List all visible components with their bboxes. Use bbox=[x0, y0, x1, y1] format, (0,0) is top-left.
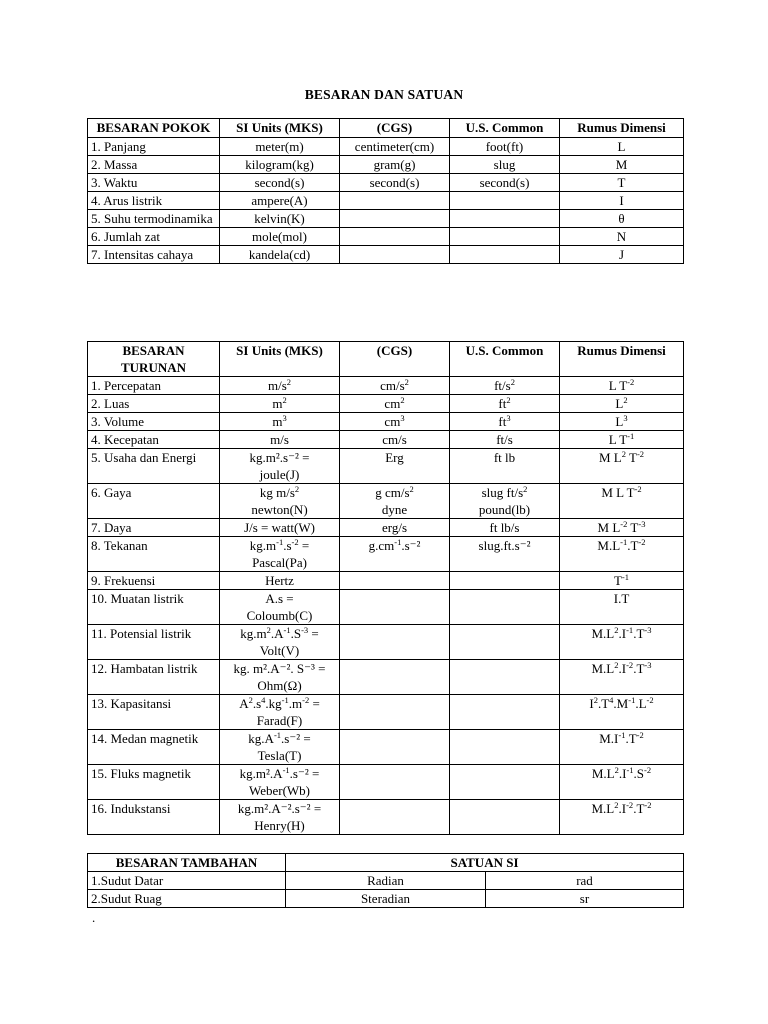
table-cell: 13. Kapasitansi bbox=[88, 695, 220, 730]
table-cell: M bbox=[560, 156, 684, 174]
table-row bbox=[88, 765, 684, 800]
table-cell: M $L^{-2}$ $T^{-3}$ bbox=[560, 519, 684, 537]
table-cell bbox=[340, 765, 450, 800]
table-cell: $m/s^2$ bbox=[220, 377, 340, 395]
table-cell bbox=[450, 660, 560, 695]
table-cell: J/s = watt(W) bbox=[220, 519, 340, 537]
table-row bbox=[88, 695, 684, 730]
table-cell: Radian bbox=[286, 872, 486, 890]
table-cell: $ft^2$ bbox=[450, 395, 560, 413]
table-cell: M $L^2$ $T^{-2}$ bbox=[560, 449, 684, 484]
table-cell: $cm/s^2$ bbox=[340, 377, 450, 395]
table-cell: I.T bbox=[560, 590, 684, 625]
column-header: BESARAN POKOK bbox=[88, 119, 220, 138]
table-cell: M L $T^{-2}$ bbox=[560, 484, 684, 519]
table-cell: 8. Tekanan bbox=[88, 537, 220, 572]
besaran-turunan-table bbox=[87, 341, 684, 835]
table-cell: L $T^{-1}$ bbox=[560, 431, 684, 449]
table-cell: 9. Frekuensi bbox=[88, 572, 220, 590]
table-cell: second(s) bbox=[340, 174, 450, 192]
table-cell: $M.L^2.I^{-2}.T^{-3}$ bbox=[560, 660, 684, 695]
table-row bbox=[88, 572, 684, 590]
table-cell bbox=[450, 210, 560, 228]
table-cell: I bbox=[560, 192, 684, 210]
table-cell: sr bbox=[486, 890, 684, 908]
table-cell: $I^2.T^4.M^{-1}.L^{-2}$ bbox=[560, 695, 684, 730]
table-cell: gram(g) bbox=[340, 156, 450, 174]
table-cell: 3. Waktu bbox=[88, 174, 220, 192]
table-cell: $ft/s^2$ bbox=[450, 377, 560, 395]
table-cell: $L^2$ bbox=[560, 395, 684, 413]
table-cell bbox=[450, 246, 560, 264]
table-row bbox=[88, 246, 684, 264]
table-cell bbox=[450, 192, 560, 210]
table-cell: T bbox=[560, 174, 684, 192]
table-cell: $A^2.s^4.kg^{-1}.m^{-2}$ = Farad(F) bbox=[220, 695, 340, 730]
table-cell bbox=[450, 590, 560, 625]
column-header: (CGS) bbox=[340, 342, 450, 377]
table-cell: L $T^{-2}$ bbox=[560, 377, 684, 395]
table-header-row bbox=[88, 119, 684, 138]
column-header: (CGS) bbox=[340, 119, 450, 138]
table-cell: 1. Panjang bbox=[88, 138, 220, 156]
table-cell: kg. m².A⁻². S⁻³ = Ohm(Ω) bbox=[220, 660, 340, 695]
table-row bbox=[88, 228, 684, 246]
table-cell: $L^3$ bbox=[560, 413, 684, 431]
table-cell: 14. Medan magnetik bbox=[88, 730, 220, 765]
column-header: U.S. Common bbox=[450, 119, 560, 138]
table-cell bbox=[450, 765, 560, 800]
table-row bbox=[88, 174, 684, 192]
table-cell: second(s) bbox=[220, 174, 340, 192]
table-cell: 2. Massa bbox=[88, 156, 220, 174]
table-row bbox=[88, 413, 684, 431]
table-cell: $M.L^2.I^{-1}.S^{-2}$ bbox=[560, 765, 684, 800]
table-row bbox=[88, 192, 684, 210]
table-row bbox=[88, 590, 684, 625]
table-cell: slug $ft/s^2$ pound(lb) bbox=[450, 484, 560, 519]
table-row bbox=[88, 377, 684, 395]
table-cell: $kg.m^2.A^{-1}.S^{-3}$ = Volt(V) bbox=[220, 625, 340, 660]
table-cell: N bbox=[560, 228, 684, 246]
column-header: SATUAN SI bbox=[286, 854, 684, 872]
table-cell bbox=[340, 210, 450, 228]
table-row bbox=[88, 519, 684, 537]
trailing-mark: . bbox=[92, 910, 96, 925]
column-header: Rumus Dimensi bbox=[560, 342, 684, 377]
table-cell: slug.ft.s⁻² bbox=[450, 537, 560, 572]
table-cell bbox=[450, 695, 560, 730]
table-cell: $kg.A^{-1}.s^{-2}$ = Tesla(T) bbox=[220, 730, 340, 765]
table-cell bbox=[340, 625, 450, 660]
table-row bbox=[88, 138, 684, 156]
table-cell: 12. Hambatan listrik bbox=[88, 660, 220, 695]
table-cell: meter(m) bbox=[220, 138, 340, 156]
column-header: Rumus Dimensi bbox=[560, 119, 684, 138]
table-cell: A.s = Coloumb(C) bbox=[220, 590, 340, 625]
column-header: SI Units (MKS) bbox=[220, 119, 340, 138]
table-cell bbox=[340, 660, 450, 695]
table-cell: 10. Muatan listrik bbox=[88, 590, 220, 625]
table-cell: second(s) bbox=[450, 174, 560, 192]
table-cell: 5. Usaha dan Energi bbox=[88, 449, 220, 484]
table-cell: $kg.m^2.A^{-1}.s^{-2}$ = Weber(Wb) bbox=[220, 765, 340, 800]
table-cell bbox=[340, 590, 450, 625]
table-cell: 5. Suhu termodinamika bbox=[88, 210, 220, 228]
table-cell bbox=[340, 572, 450, 590]
table-cell bbox=[450, 730, 560, 765]
table-cell: g $cm/s^2$ dyne bbox=[340, 484, 450, 519]
table-cell: Hertz bbox=[220, 572, 340, 590]
table-cell: rad bbox=[486, 872, 684, 890]
besaran-tambahan-table bbox=[87, 853, 684, 908]
table-header-row bbox=[88, 342, 684, 377]
table-cell: 1. Percepatan bbox=[88, 377, 220, 395]
table-cell: $cm^3$ bbox=[340, 413, 450, 431]
table-row bbox=[88, 537, 684, 572]
column-header: BESARAN TAMBAHAN bbox=[88, 854, 286, 872]
table-cell: θ bbox=[560, 210, 684, 228]
table-cell bbox=[450, 800, 560, 835]
table-row bbox=[88, 872, 684, 890]
table-cell: $M.I^{-1}.T^{-2}$ bbox=[560, 730, 684, 765]
table-cell: ft lb bbox=[450, 449, 560, 484]
table-cell bbox=[450, 228, 560, 246]
table-row bbox=[88, 449, 684, 484]
table-row bbox=[88, 484, 684, 519]
table-cell: ft/s bbox=[450, 431, 560, 449]
table-cell: $m^3$ bbox=[220, 413, 340, 431]
table-row bbox=[88, 156, 684, 174]
table-cell: foot(ft) bbox=[450, 138, 560, 156]
table-row bbox=[88, 730, 684, 765]
table-cell bbox=[450, 625, 560, 660]
page-title: BESARAN DAN SATUAN bbox=[304, 87, 464, 102]
table-cell: $M.L^2.I^{-2}.T^{-2}$ bbox=[560, 800, 684, 835]
table-row bbox=[88, 890, 684, 908]
table-cell: kg $m/s^2$ newton(N) bbox=[220, 484, 340, 519]
table-cell: 16. Indukstansi bbox=[88, 800, 220, 835]
table-cell: $ft^3$ bbox=[450, 413, 560, 431]
table-row bbox=[88, 800, 684, 835]
table-cell bbox=[340, 246, 450, 264]
table-cell: 2.Sudut Ruag bbox=[88, 890, 286, 908]
table-header-row bbox=[88, 854, 684, 872]
table-cell: 7. Daya bbox=[88, 519, 220, 537]
table-cell: $M.L^{-1}.T^{-2}$ bbox=[560, 537, 684, 572]
table-row bbox=[88, 210, 684, 228]
table-row bbox=[88, 660, 684, 695]
table-cell: 7. Intensitas cahaya bbox=[88, 246, 220, 264]
column-header: SI Units (MKS) bbox=[220, 342, 340, 377]
table-row bbox=[88, 431, 684, 449]
table-cell: 2. Luas bbox=[88, 395, 220, 413]
table-row bbox=[88, 395, 684, 413]
table-cell: 6. Jumlah zat bbox=[88, 228, 220, 246]
table-cell: mole(mol) bbox=[220, 228, 340, 246]
table-cell: $kg.m^{-1}.s^{-2}$ = Pascal(Pa) bbox=[220, 537, 340, 572]
table-cell bbox=[340, 192, 450, 210]
table-cell: kg.m².s⁻² = joule(J) bbox=[220, 449, 340, 484]
table-cell: 1.Sudut Datar bbox=[88, 872, 286, 890]
table-cell: ft lb/s bbox=[450, 519, 560, 537]
column-header: U.S. Common bbox=[450, 342, 560, 377]
table-cell bbox=[340, 730, 450, 765]
table-cell: centimeter(cm) bbox=[340, 138, 450, 156]
table-cell: $g.cm^{-1}.s^{-2}$ bbox=[340, 537, 450, 572]
table-cell bbox=[450, 572, 560, 590]
table-cell: m/s bbox=[220, 431, 340, 449]
table-cell: 15. Fluks magnetik bbox=[88, 765, 220, 800]
besaran-pokok-table bbox=[87, 118, 684, 264]
table-cell: kilogram(kg) bbox=[220, 156, 340, 174]
table-cell bbox=[340, 800, 450, 835]
table-cell: 3. Volume bbox=[88, 413, 220, 431]
table-cell: kelvin(K) bbox=[220, 210, 340, 228]
table-cell: kg.m².A⁻².s⁻² = Henry(H) bbox=[220, 800, 340, 835]
table-cell: 4. Arus listrik bbox=[88, 192, 220, 210]
table-cell: $m^2$ bbox=[220, 395, 340, 413]
table-cell: cm/s bbox=[340, 431, 450, 449]
table-cell bbox=[340, 228, 450, 246]
table-cell: L bbox=[560, 138, 684, 156]
table-cell: J bbox=[560, 246, 684, 264]
table-cell: ampere(A) bbox=[220, 192, 340, 210]
table-cell: 11. Potensial listrik bbox=[88, 625, 220, 660]
table-cell: Steradian bbox=[286, 890, 486, 908]
table-cell: $M.L^2.I^{-1}.T^{-3}$ bbox=[560, 625, 684, 660]
table-cell bbox=[340, 695, 450, 730]
table-cell: 6. Gaya bbox=[88, 484, 220, 519]
table-cell: Erg bbox=[340, 449, 450, 484]
table-cell: erg/s bbox=[340, 519, 450, 537]
table-row bbox=[88, 625, 684, 660]
table-cell: slug bbox=[450, 156, 560, 174]
column-header: BESARAN TURUNAN bbox=[88, 342, 220, 377]
table-cell: $cm^2$ bbox=[340, 395, 450, 413]
table-cell: $T^{-1}$ bbox=[560, 572, 684, 590]
table-cell: 4. Kecepatan bbox=[88, 431, 220, 449]
table-cell: kandela(cd) bbox=[220, 246, 340, 264]
